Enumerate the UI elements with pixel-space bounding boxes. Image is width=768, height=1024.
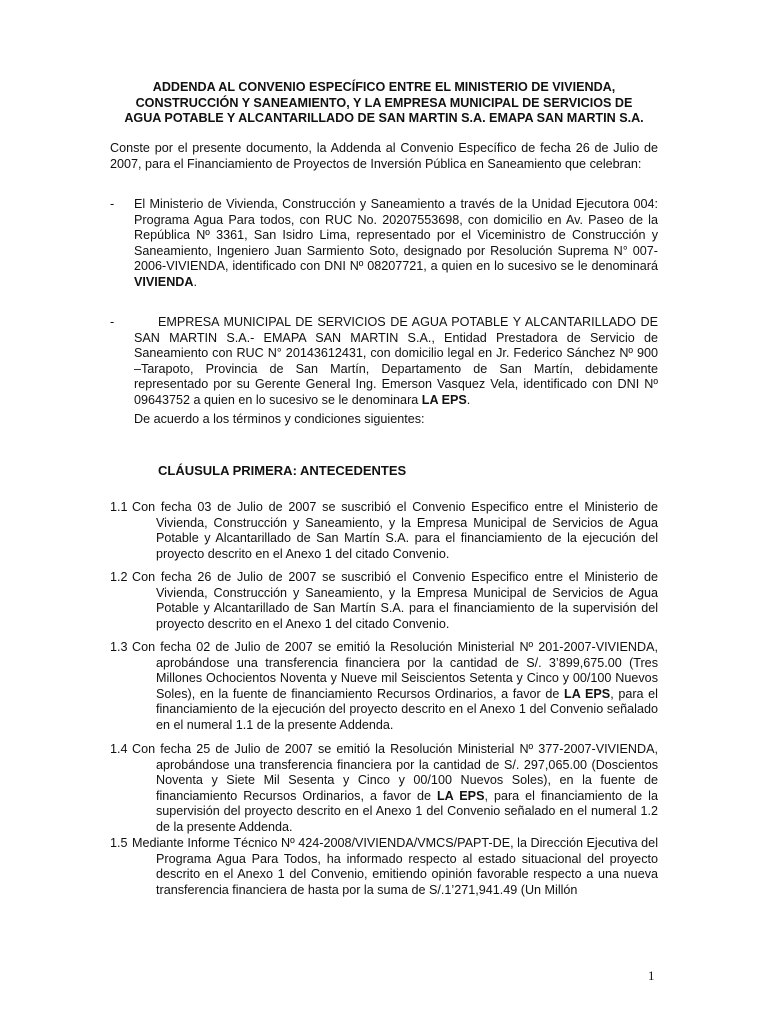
clause-number: 1.1 — [110, 500, 128, 514]
page-number: 1 — [648, 968, 655, 983]
party-eps-paragraph — [134, 315, 658, 408]
document-title — [110, 80, 658, 127]
title-line-3: AGUA POTABLE Y ALCANTARILLADO DE SAN MARTIN S.A. EMAPA SAN MARTIN S.A. — [124, 111, 644, 125]
clause-number: 1.2 — [110, 570, 128, 584]
clause-bold-eps: LA EPS — [436, 788, 485, 803]
clause-text — [110, 640, 658, 733]
intro-paragraph: Conste por el presente documento, la Addenda al Convenio Específico de fecha 26 de Julio de 2007, para el Financiamiento de Proyectos de Inversión Pública en Saneamiento que celebran: — [110, 141, 658, 171]
party-eps-end: . — [466, 392, 471, 407]
bullet-marker-2: - — [110, 315, 115, 329]
clause-text: Con fecha 26 de Julio de 2007 se suscribió el Convenio Especifico entre el Ministerio de Vivienda, Construcción y Saneamiento, y la Empresa Municipal de Servicios de Agua Potable y Alcantarillado de San Martín S.A. para el financiamiento de la supervisión del proyecto descrito en el Anexo 1 del citado Convenio. — [132, 570, 658, 631]
clause-text-b: , para el financiamiento de la supervisión del proyecto descrito en el Anexo 1 del Convenio señalado en el numeral 1.2 de la presente Addenda. — [156, 788, 658, 834]
clause-text: Mediante Informe Técnico Nº 424-2008/VIVIENDA/VMCS/PAPT-DE, la Dirección Ejecutiva del Programa Agua Para Todos, ha informado respecto al estado situacional del proyecto descrito en el Anexo 1 del Convenio, emitiendo opinión favorable respecto a una nueva transferencia financiera de hasta por la suma de S/.1’271,941.49 (Un Millón — [132, 836, 658, 897]
party-vivienda-text: El Ministerio de Vivienda, Construcción y Saneamiento a través de la Unidad Ejecutora 004: Programa Agua Para todos, con RUC No. 20207553698, con domicilio en Av. Paseo de la República Nº 3361, San Isidro Lima, representado por el Viceministro de Construcción y Saneamiento, Ingeniero Juan Sarmiento Soto, designado por Resolución Suprema N° 007-2006-VIVIENDA, identificado con DNI Nº 08207721, a quien en lo sucesivo se le denominará — [134, 197, 658, 273]
clause-1-4 — [110, 742, 658, 835]
clause-number: 1.5 — [110, 836, 128, 850]
clause-number: 1.3 — [110, 640, 128, 654]
clause-text-b: , para el financiamiento de la ejecución del proyecto descrito en el Anexo 1 del Convenio señalado en el numeral 1.1 de la presente Addenda. — [156, 686, 658, 732]
clause-1-3 — [110, 640, 658, 733]
title-line-1: ADDENDA AL CONVENIO ESPECÍFICO ENTRE EL MINISTERIO DE VIVIENDA, — [152, 80, 616, 94]
terms-paragraph: De acuerdo a los términos y condiciones siguientes: — [134, 412, 425, 426]
party-vivienda-alias: VIVIENDA — [134, 274, 194, 289]
clause-text: Con fecha 03 de Julio de 2007 se suscribió el Convenio Especifico entre el Ministerio de Vivienda, Construcción y Saneamiento, y la Empresa Municipal de Servicios de Agua Potable y Alcantarillado de San Martín S.A. para el financiamiento de la ejecución del proyecto descrito en el Anexo 1 del citado Convenio. — [132, 500, 658, 561]
title-line-2: CONSTRUCCIÓN Y SANEAMIENTO, Y LA EMPRESA MUNICIPAL DE SERVICIOS DE — [135, 95, 633, 110]
party-vivienda-paragraph — [134, 197, 658, 290]
clause-1-1 — [110, 500, 658, 562]
party-vivienda-end: . — [193, 274, 197, 289]
clause-1-2 — [110, 570, 658, 632]
party-eps-text: EMPRESA MUNICIPAL DE SERVICIOS DE AGUA POTABLE Y ALCANTARILLADO DE SAN MARTIN S.A.- EMAPA SAN MARTIN S.A., Entidad Prestadora de Servicio de Saneamiento con RUC N° 20143612431, con domicilio legal en Jr. Federico Sánchez Nº 900 –Tarapoto, Provincia de San Martín, Departamento de San Martín, debidamente representado por su Gerente General Ing. Emerson Vasquez Vela, identificado con DNI Nº 09643752 a quien en lo sucesivo se le denominara — [134, 315, 658, 407]
clause-number: 1.4 — [110, 742, 128, 756]
party-eps-alias: LA EPS — [421, 392, 467, 407]
clause-text-a: Con fecha 25 de Julio de 2007 se emitió la Resolución Ministerial Nº 377-2007-VIVIENDA, aprobándose una transferencia financiera por la cantidad de S/. 297,065.00 (Doscientos Noventa y Siete Mil Sesenta y Cinco y 00/100 Nuevos Soles), en la fuente de financiamiento Recursos Ordinarios, a favor de — [132, 742, 658, 803]
clause-bold-eps: LA EPS — [564, 686, 611, 701]
clause-1-5 — [110, 836, 658, 898]
bullet-marker-1: - — [110, 197, 115, 211]
clause-text-a: Con fecha 02 de Julio de 2007 se emitió la Resolución Ministerial Nº 201-2007-VIVIENDA, aprobándose una transferencia financiera por la cantidad de S/. 3’899,675.00 (Tres Millones Ochocientos Noventa y Nueve mil Seiscientos Setenta y Cinco y 00/100 Nuevos Soles), en la fuente de financiamiento Recursos Ordinarios, a favor de — [132, 640, 658, 701]
clause-heading: CLÁUSULA PRIMERA: ANTECEDENTES — [158, 463, 407, 478]
clause-text — [110, 742, 658, 835]
